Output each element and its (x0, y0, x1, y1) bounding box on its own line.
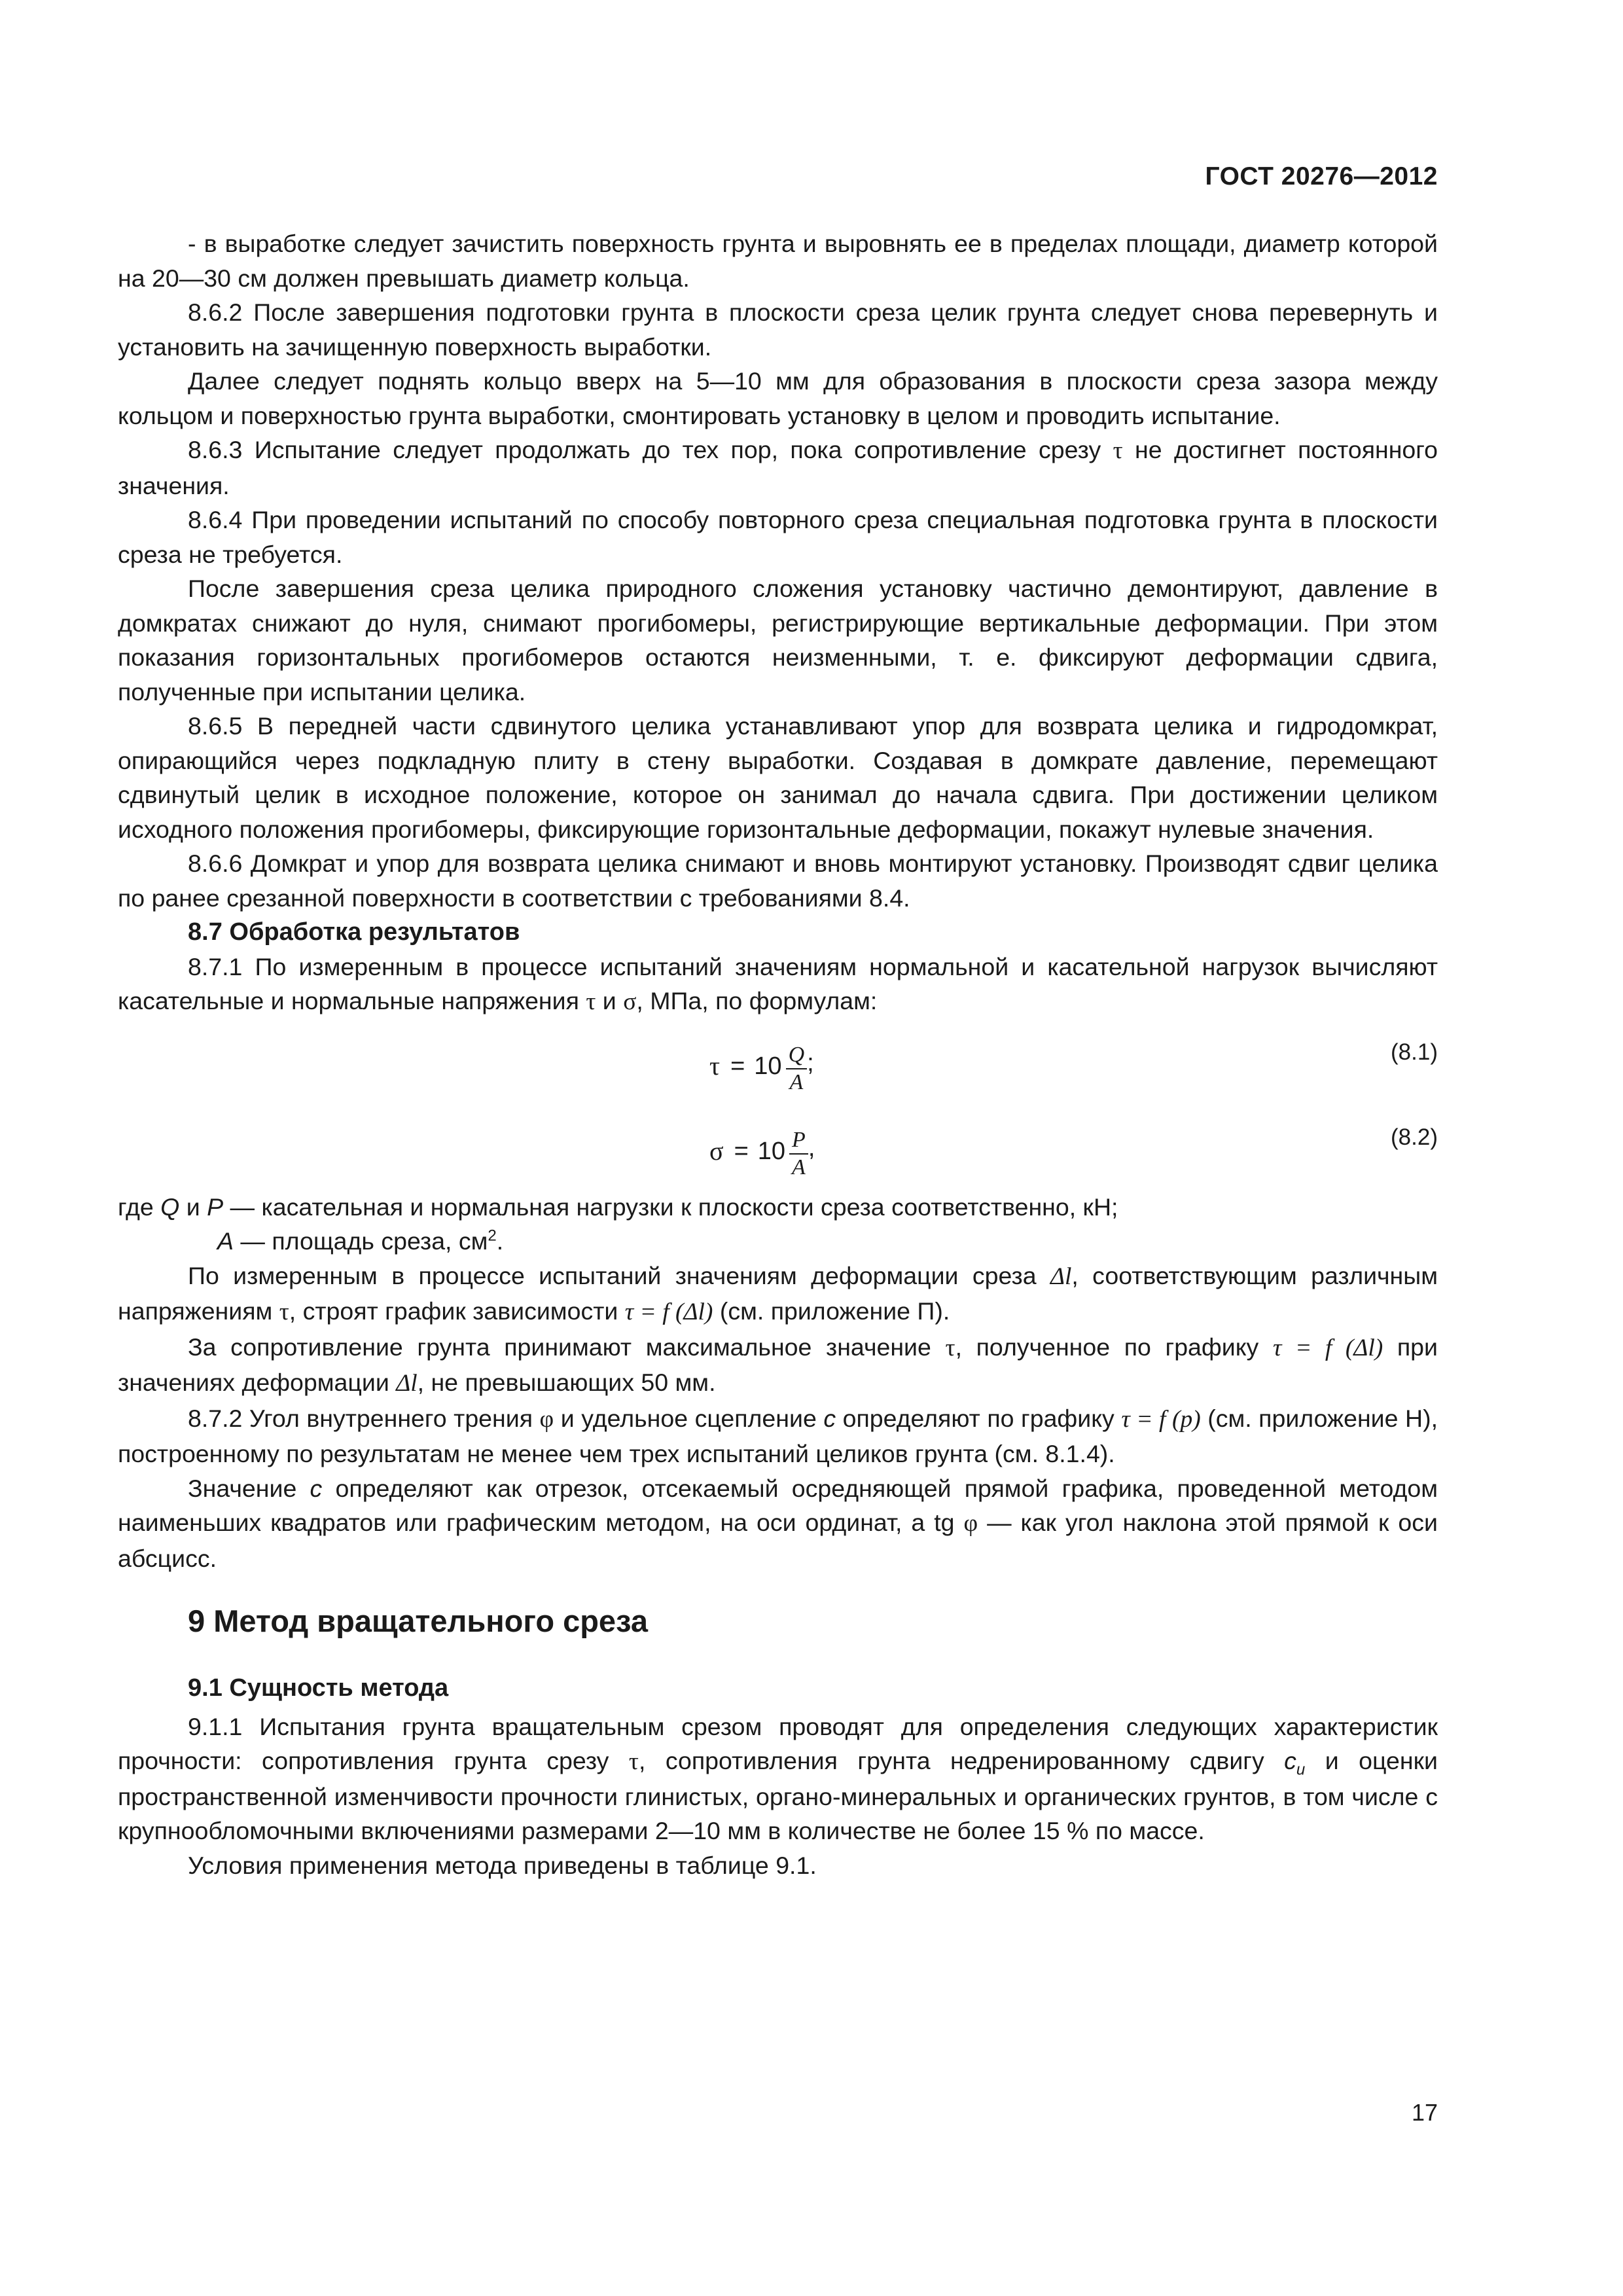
paragraph: 8.7.2 Угол внутреннего трения φ и удельное сцепление c определяют по графику τ = f (p) (см. приложение Н), построенному по результатам не менее чем трех испытаний целиков грунта (см. 8.1.4). (118, 1404, 1438, 1467)
paragraph: 8.7.1 По измеренным в процессе испытаний значениям нормальной и касательной нагрузок вычисляют касательные и нормальные напряжения τ и σ, МПа, по формулам: (118, 952, 1438, 1015)
formula-number: (8.1) (1391, 1039, 1438, 1065)
section-heading-9-1: 9.1 Сущность метода (188, 1674, 449, 1702)
paragraph: После завершения среза целика природного сложения установку частично демонтируют, давление в домкратах снижают до нуля, снимают прогибомеры, регистрирующие вертикальные деформации. При этом показания горизонтальных прогибомеров остаются неизменными, т. е. фиксируют деформации сдвига, полученные при испытании целика. (118, 575, 1438, 706)
fraction-denominator: A (792, 1155, 806, 1179)
section-heading-8-7: 8.7 Обработка результатов (188, 918, 520, 946)
paragraph: Условия применения метода приведены в таблице 9.1. (188, 1851, 817, 1879)
definition-line: A — площадь среза, $см^2$. (217, 1227, 504, 1255)
definition-line: где Q и P — касательная и нормальная нагрузки к плоскости среза соответственно, кН; (118, 1193, 1118, 1221)
formula-equals: = (730, 1052, 745, 1081)
formula-fraction (786, 1043, 808, 1094)
paragraph: 8.6.5 В передней части сдвинутого целика устанавливают упор для возврата целика и гидродомкрат, опирающийся через подкладную плиту в стену выработки. Создавая в домкрате давление, перемещают сдвинутый целик в исходное положение, которое он занимал до начала сдвига. При достижении целиком исходного положения прогибомеры, фиксирующие горизонтальные деформации, покажут нулевые значения. (118, 712, 1438, 843)
standard-header: ГОСТ 20276—2012 (1205, 162, 1438, 190)
sigma-symbol: σ (623, 988, 637, 1015)
paragraph: - в выработке следует зачистить поверхность грунта и выровнять ее в пределах площади, диаметр которой на 20—30 см должен превышать диаметр кольца. (118, 230, 1438, 292)
formula-punctuation: , (808, 1134, 815, 1162)
paragraph: За сопротивление грунта принимают максимальное значение τ, полученное по графику τ = f (Δl) при значениях деформации Δl, не превышающих 50 мм. (118, 1333, 1438, 1397)
fraction-numerator: P (789, 1128, 808, 1155)
formula-punctuation: ; (807, 1049, 814, 1077)
paragraph: 8.6.4 При проведении испытаний по способу повторного среза специальная подготовка грунта в плоскости среза не требуется. (118, 506, 1438, 568)
formula-8-1 (118, 1020, 1438, 1105)
paragraph: 8.6.3 Испытание следует продолжать до тех пор, пока сопротивление срезу τ не достигнет постоянного значения. (118, 436, 1438, 499)
paragraph: 8.6.6 Домкрат и упор для возврата целика снимают и вновь монтируют установку. Производят сдвиг целика по ранее срезанной поверхности в соответствии с требованиями 8.4. (118, 850, 1438, 912)
section-heading-9: 9 Метод вращательного среза (188, 1604, 648, 1638)
formula-number: (8.2) (1391, 1124, 1438, 1150)
formula-coefficient: 10 (757, 1138, 786, 1166)
fraction-numerator: Q (786, 1043, 808, 1069)
variable-definitions (118, 1190, 1438, 1259)
tau-symbol: τ (586, 988, 596, 1015)
paragraph: 8.6.2 После завершения подготовки грунта в плоскости среза целик грунта следует снова перевернуть и установить на зачищенную поверхность выработки. (118, 298, 1438, 361)
paragraph: По измеренным в процессе испытаний значениям деформации среза Δl, соответствующим различным напряжениям τ, строят график зависимости τ = f (Δl) (см. приложение П). (118, 1261, 1438, 1325)
page-number: 17 (1411, 2099, 1438, 2126)
formula-lhs: τ (709, 1051, 721, 1081)
paragraph: Далее следует поднять кольцо вверх на 5—10 мм для образования в плоскости среза зазора между кольцом и поверхностью грунта выработки, смонтировать установку в целом и проводить испытание. (118, 367, 1438, 429)
fraction-denominator: A (789, 1069, 804, 1094)
formula-8-2 (118, 1105, 1438, 1190)
body-text (118, 226, 1438, 1882)
tau-symbol: τ (1113, 437, 1123, 464)
formula-lhs: σ (709, 1136, 724, 1166)
formula-fraction (789, 1128, 808, 1179)
paragraph: Значение c определяют как отрезок, отсекаемый осредняющей прямой графика, проведенной методом наименьших квадратов или графическим методом, на оси ординат, а tg φ — как угол наклона этой прямой к оси абсцисс. (118, 1474, 1438, 1572)
paragraph: 9.1.1 Испытания грунта вращательным срезом проводят для определения следующих характеристик прочности: сопротивления грунта срезу τ, сопротивления грунта недренированному сдвигу $c_u$ и оценки пространственной изменчивости прочности глинистых, органо-минеральных и органических грунтов, в том числе с крупнообломочными включениями размерами 2—10 мм в количестве не более 15 % по массе. (118, 1712, 1438, 1844)
formula-equals: = (734, 1138, 749, 1166)
formula-coefficient: 10 (754, 1052, 782, 1081)
